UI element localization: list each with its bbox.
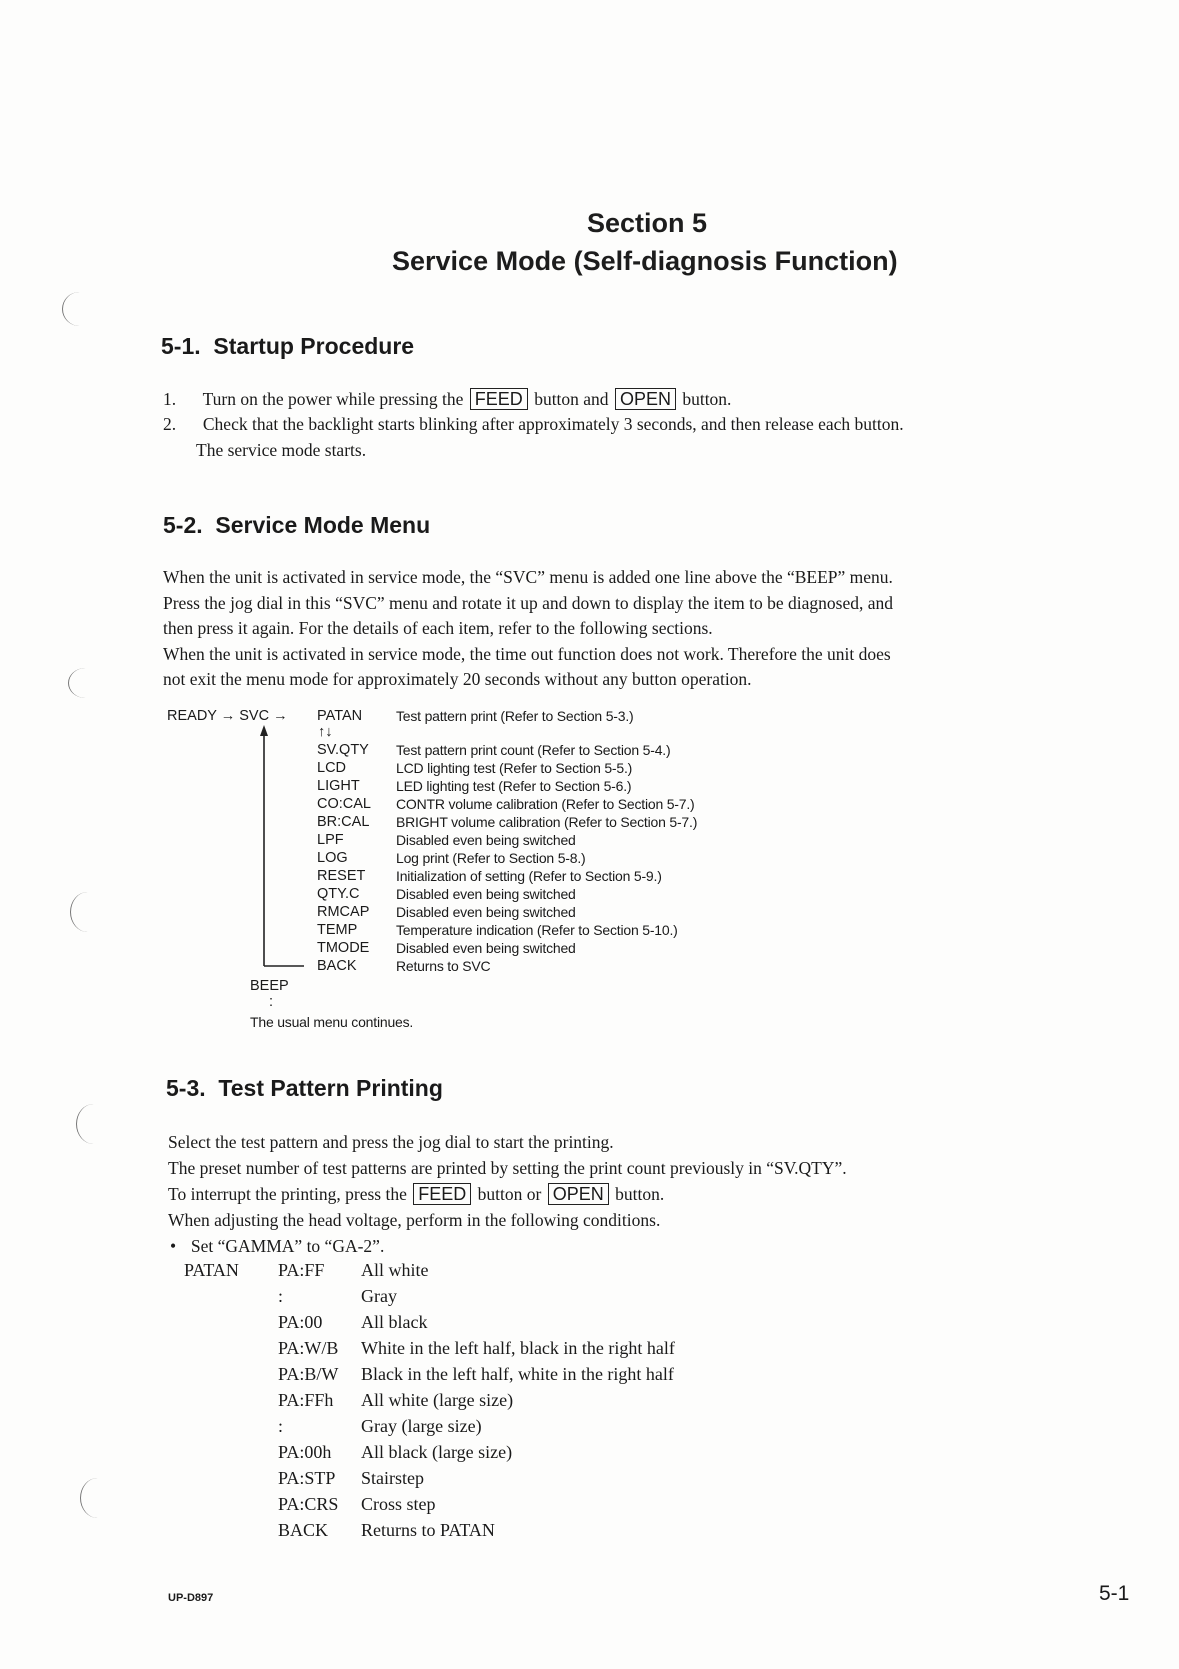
menu-row	[317, 796, 697, 814]
pattern-code: PA:00	[278, 1312, 323, 1332]
menu-row	[317, 940, 697, 958]
pattern-desc: Gray (large size)	[361, 1416, 482, 1436]
menu-beep: BEEP	[250, 978, 289, 994]
pattern-desc: Black in the left half, white in the right half	[361, 1364, 674, 1384]
menu-code: TMODE	[317, 940, 370, 956]
pattern-row	[278, 1468, 675, 1494]
binding-mark	[80, 1478, 115, 1518]
pattern-desc: Stairstep	[361, 1468, 424, 1488]
s3-line-4: When adjusting the head voltage, perform in the following conditions.	[168, 1210, 661, 1230]
menu-desc: Disabled even being switched	[396, 940, 576, 956]
pattern-row	[278, 1364, 675, 1390]
line-text: button.	[615, 1184, 665, 1204]
menu-code: LCD	[317, 760, 347, 776]
heading-text: Test Pattern Printing	[218, 1075, 443, 1101]
heading-text: Startup Procedure	[213, 333, 415, 359]
menu-code: QTY.C	[317, 886, 360, 902]
menu-row	[317, 904, 697, 922]
step-text: button.	[682, 389, 732, 409]
open-button-label: OPEN	[615, 388, 676, 410]
step-2-cont: The service mode starts.	[196, 440, 367, 460]
menu-row	[317, 886, 697, 904]
heading-5-1	[161, 333, 414, 360]
feed-button-label: FEED	[470, 388, 528, 410]
pattern-row	[278, 1338, 675, 1364]
section-number: Section 5	[587, 208, 708, 238]
page-title: Service Mode (Self-diagnosis Function)	[392, 246, 898, 276]
menu-desc: BRIGHT volume calibration (Refer to Section 5-7.)	[396, 814, 698, 830]
heading-number: 5-2.	[163, 512, 203, 538]
paragraph-line: then press it again. For the details of each item, refer to the following sections.	[163, 618, 713, 638]
pattern-desc: Cross step	[361, 1494, 436, 1514]
menu-code: BR:CAL	[317, 814, 370, 830]
pattern-row	[278, 1442, 675, 1468]
binding-mark	[62, 292, 97, 326]
menu-desc: Temperature indication (Refer to Section 5-10.)	[396, 922, 678, 938]
menu-desc: Log print (Refer to Section 5-8.)	[396, 850, 586, 866]
pattern-code: :	[278, 1286, 284, 1306]
pattern-code: PA:CRS	[278, 1494, 339, 1514]
menu-code: SV.QTY	[317, 742, 369, 758]
menu-desc: Initialization of setting (Refer to Section 5-9.)	[396, 868, 662, 884]
menu-list	[317, 742, 697, 976]
arrow-right-icon: →	[273, 708, 288, 724]
pattern-code: PA:FFh	[278, 1390, 334, 1410]
menu-desc: Disabled even being switched	[396, 832, 576, 848]
menu-code: LIGHT	[317, 778, 360, 794]
bullet-icon: •	[170, 1236, 177, 1256]
open-button-label: OPEN	[548, 1183, 609, 1205]
pattern-row	[278, 1416, 675, 1442]
menu-row	[317, 868, 697, 886]
flow-svc: SVC	[239, 708, 270, 724]
menu-row	[317, 850, 697, 868]
menu-row	[317, 778, 697, 796]
menu-row	[317, 814, 697, 832]
step-2	[163, 412, 904, 438]
feed-button-label: FEED	[413, 1183, 471, 1205]
step-text: Turn on the power while pressing the	[202, 389, 464, 409]
pattern-code: :	[278, 1416, 284, 1436]
step-1	[163, 387, 731, 413]
up-down-arrows-icon: ↑↓	[318, 724, 333, 740]
menu-code-patan: PATAN	[317, 708, 363, 724]
pattern-desc: All white	[361, 1260, 429, 1280]
pattern-code: PA:FF	[278, 1260, 325, 1280]
pattern-desc: Gray	[361, 1286, 397, 1306]
patan-label: PATAN	[184, 1260, 239, 1280]
heading-5-3	[166, 1075, 443, 1102]
heading-text: Service Mode Menu	[215, 512, 431, 538]
menu-code: CO:CAL	[317, 796, 371, 812]
pattern-desc: All black	[361, 1312, 428, 1332]
menu-row	[317, 760, 697, 778]
menu-row	[317, 958, 697, 976]
page-number: 5-1	[1099, 1582, 1130, 1605]
heading-number: 5-3.	[166, 1075, 206, 1101]
pattern-code: PA:STP	[278, 1468, 336, 1488]
step-text: button and	[534, 389, 609, 409]
pattern-row	[278, 1286, 675, 1312]
pattern-row	[278, 1494, 675, 1520]
binding-mark	[76, 1104, 111, 1144]
s3-line-2: The preset number of test patterns are printed by setting the print count previously in “SV.QTY”.	[168, 1158, 847, 1178]
pattern-code: BACK	[278, 1520, 329, 1540]
flow-ready: READY	[167, 708, 217, 724]
pattern-row	[278, 1312, 675, 1338]
paragraph-line: not exit the menu mode for approximately 20 seconds without any button operation.	[163, 669, 752, 689]
heading-5-2	[163, 512, 430, 539]
menu-desc: Test pattern print count (Refer to Section 5-4.)	[396, 742, 671, 758]
menu-desc: LCD lighting test (Refer to Section 5-5.)	[396, 760, 633, 776]
binding-mark	[70, 892, 105, 932]
s3-bullet	[170, 1234, 384, 1260]
pattern-code: PA:00h	[278, 1442, 332, 1462]
line-text: Set “GAMMA” to “GA-2”.	[190, 1236, 385, 1256]
pattern-row	[278, 1520, 675, 1546]
step-number: 2.	[163, 414, 177, 434]
menu-loop-diagram	[240, 722, 310, 972]
menu-desc: LED lighting test (Refer to Section 5-6.)	[396, 778, 632, 794]
pattern-desc: White in the left half, black in the right half	[361, 1338, 675, 1358]
footer-model: UP-D897	[168, 1592, 214, 1604]
menu-code: LPF	[317, 832, 344, 848]
pattern-row	[278, 1390, 675, 1416]
pattern-row	[278, 1260, 675, 1286]
pattern-desc: All black (large size)	[361, 1442, 513, 1462]
s3-line-1: Select the test pattern and press the jog dial to start the printing.	[168, 1132, 614, 1152]
paragraph-line: Press the jog dial in this “SVC” menu and rotate it up and down to display the item to be diagnosed, and	[163, 592, 894, 613]
menu-desc: CONTR volume calibration (Refer to Section 5-7.)	[396, 796, 695, 812]
line-text: To interrupt the printing, press the	[168, 1184, 407, 1204]
heading-number: 5-1.	[161, 333, 201, 359]
pattern-code: PA:B/W	[278, 1364, 339, 1384]
pattern-desc: All white (large size)	[361, 1390, 514, 1410]
pattern-list	[278, 1260, 675, 1546]
pattern-code: PA:W/B	[278, 1338, 339, 1358]
menu-row	[317, 832, 697, 850]
menu-desc: Returns to SVC	[396, 958, 491, 974]
paragraph-5-2	[163, 565, 893, 693]
menu-code: RMCAP	[317, 904, 370, 920]
binding-mark	[68, 668, 103, 698]
menu-row	[317, 922, 697, 940]
menu-continues-note: The usual menu continues.	[250, 1014, 414, 1030]
step-text: Check that the backlight starts blinking after approximately 3 seconds, and then release each button.	[202, 414, 904, 434]
s3-line-3	[168, 1182, 664, 1208]
paragraph-line: When the unit is activated in service mode, the time out function does not work. Therefore the unit does	[163, 643, 891, 664]
menu-code: TEMP	[317, 922, 358, 938]
menu-code: BACK	[317, 958, 357, 974]
menu-ellipsis: :	[269, 994, 274, 1010]
menu-desc: Disabled even being switched	[396, 886, 576, 902]
menu-desc-patan: Test pattern print (Refer to Section 5-3.)	[396, 708, 634, 724]
step-number: 1.	[163, 389, 177, 409]
line-text: button or	[477, 1184, 542, 1204]
pattern-desc: Returns to PATAN	[361, 1520, 495, 1540]
menu-code: LOG	[317, 850, 348, 866]
paragraph-line: When the unit is activated in service mode, the “SVC” menu is added one line above the “BEEP” menu.	[163, 567, 893, 587]
menu-code: RESET	[317, 868, 366, 884]
menu-row	[317, 742, 697, 760]
menu-desc: Disabled even being switched	[396, 904, 576, 920]
arrow-right-icon: →	[220, 708, 236, 724]
